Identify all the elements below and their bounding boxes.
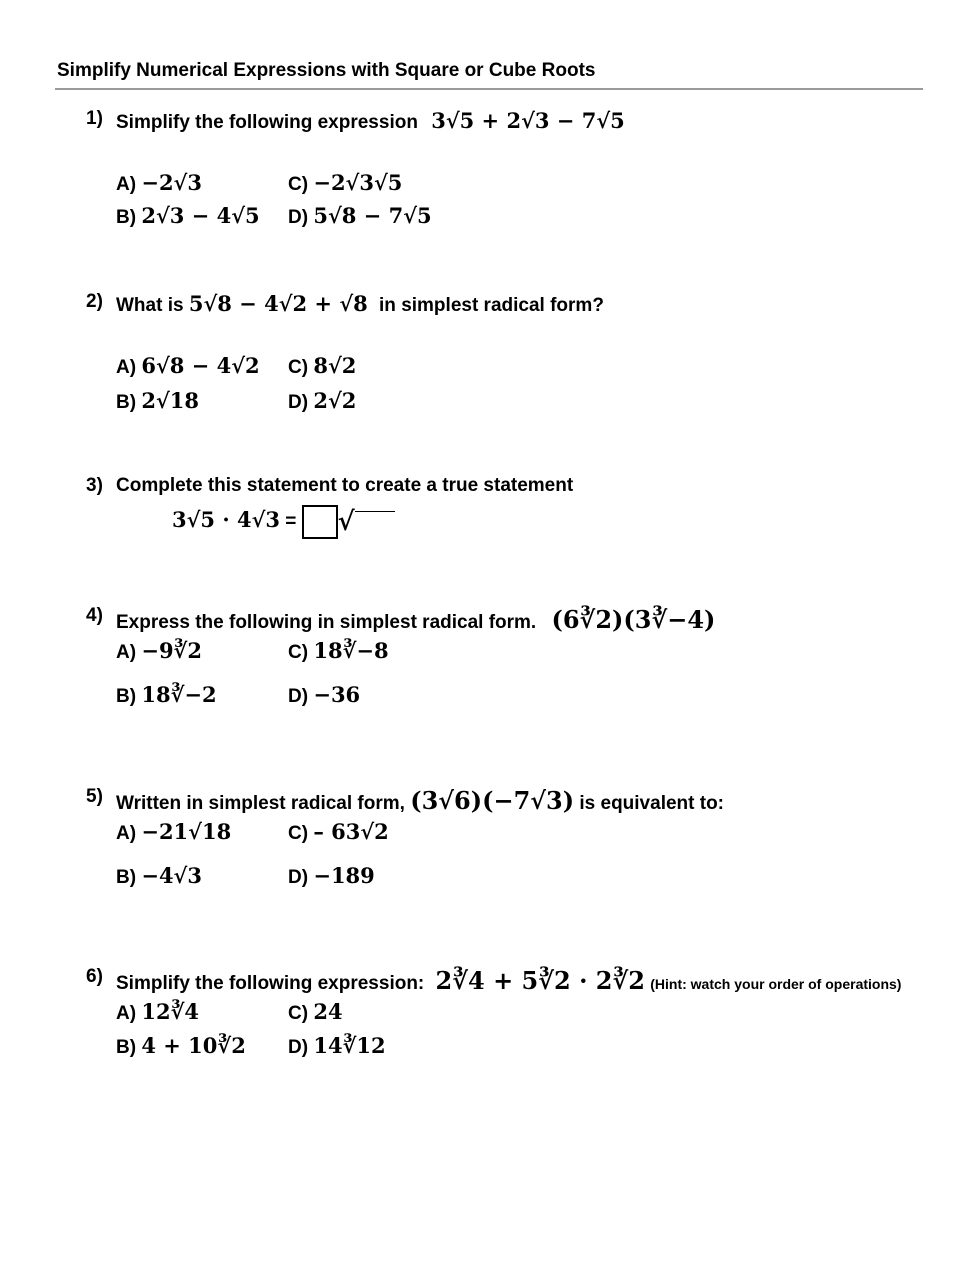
option-c[interactable]: C) 18∛−8 bbox=[288, 638, 389, 663]
coefficient-blank-box[interactable] bbox=[302, 505, 338, 539]
question-text: Written in simplest radical form, (3√6)(−7√3) is equivalent to: bbox=[116, 786, 725, 815]
option-b[interactable]: B) 18∛−2 bbox=[116, 682, 217, 707]
option-c[interactable]: C) −2√3√5 bbox=[288, 170, 403, 195]
title-divider bbox=[55, 88, 923, 90]
option-a[interactable]: A) 12∛4 bbox=[116, 999, 199, 1024]
fill-in-statement bbox=[172, 505, 395, 539]
option-value: – 63√2 bbox=[313, 819, 389, 844]
question-expression: 2∛4 + 5∛2 · 2∛2 bbox=[435, 966, 645, 995]
option-d[interactable]: D) 5√8 − 7√5 bbox=[288, 203, 432, 228]
option-value: 18∛−8 bbox=[313, 638, 389, 663]
option-value: 4 + 10∛2 bbox=[141, 1033, 246, 1058]
empty-radical-blank[interactable]: √ bbox=[338, 507, 395, 537]
question-number: 3) bbox=[86, 475, 103, 496]
option-value: 12∛4 bbox=[141, 999, 199, 1024]
question-expression: 5√8 − 4√2 + √8 bbox=[188, 291, 368, 316]
option-d[interactable]: D) 2√2 bbox=[288, 388, 357, 413]
option-d[interactable]: D) −189 bbox=[288, 863, 375, 888]
question-number: 2) bbox=[86, 291, 103, 312]
option-value: 5√8 − 7√5 bbox=[313, 203, 432, 228]
hint-text: (Hint: watch your order of operations) bbox=[650, 976, 902, 992]
option-value: −9∛2 bbox=[141, 638, 202, 663]
option-value: 24 bbox=[313, 999, 343, 1024]
option-a[interactable]: A) −21√18 bbox=[116, 819, 232, 844]
question-text: Simplify the following expression: 2∛4 + 5∛2 · 2∛2 (Hint: watch your order of operations) bbox=[116, 966, 902, 995]
option-d[interactable]: D) 14∛12 bbox=[288, 1033, 386, 1058]
option-value: −21√18 bbox=[141, 819, 232, 844]
question-expression: 3√5 + 2√3 − 7√5 bbox=[431, 108, 625, 133]
question-text: Simplify the following expression 3√5 + 2√3 − 7√5 bbox=[116, 108, 625, 133]
question-number: 6) bbox=[86, 966, 103, 987]
option-value: 18∛−2 bbox=[141, 682, 217, 707]
option-value: 2√3 − 4√5 bbox=[141, 203, 260, 228]
option-value: 2√2 bbox=[313, 388, 357, 413]
option-value: 14∛12 bbox=[313, 1033, 386, 1058]
page-title: Simplify Numerical Expressions with Square or Cube Roots bbox=[57, 60, 596, 81]
option-b[interactable]: B) 4 + 10∛2 bbox=[116, 1033, 246, 1058]
question-text: Complete this statement to create a true statement bbox=[116, 475, 574, 496]
option-value: −36 bbox=[313, 682, 361, 707]
option-value: 6√8 − 4√2 bbox=[141, 353, 260, 378]
question-text: Express the following in simplest radical form. (6∛2)(3∛−4) bbox=[116, 605, 716, 634]
option-c[interactable]: C) 24 bbox=[288, 999, 343, 1024]
option-value: −189 bbox=[313, 863, 375, 888]
question-expression: 3√5 · 4√3 bbox=[172, 507, 280, 533]
option-b[interactable]: B) 2√3 − 4√5 bbox=[116, 203, 260, 228]
question-expression: (6∛2)(3∛−4) bbox=[551, 605, 716, 634]
question-number: 5) bbox=[86, 786, 103, 807]
option-c[interactable]: C) – 63√2 bbox=[288, 819, 389, 844]
option-a[interactable]: A) −2√3 bbox=[116, 170, 202, 195]
question-number: 4) bbox=[86, 605, 103, 626]
option-d[interactable]: D) −36 bbox=[288, 682, 361, 707]
question-number: 1) bbox=[86, 108, 103, 129]
option-b[interactable]: B) −4√3 bbox=[116, 863, 202, 888]
question-text: What is 5√8 − 4√2 + √8 in simplest radical form? bbox=[116, 291, 604, 316]
option-b[interactable]: B) 2√18 bbox=[116, 388, 199, 413]
option-c[interactable]: C) 8√2 bbox=[288, 353, 357, 378]
option-value: −4√3 bbox=[141, 863, 202, 888]
option-value: 8√2 bbox=[313, 353, 357, 378]
option-a[interactable]: A) −9∛2 bbox=[116, 638, 202, 663]
option-value: −2√3√5 bbox=[313, 170, 403, 195]
option-a[interactable]: A) 6√8 − 4√2 bbox=[116, 353, 260, 378]
question-expression: (3√6)(−7√3) bbox=[410, 786, 575, 815]
equals-sign: = bbox=[285, 511, 297, 533]
option-value: −2√3 bbox=[141, 170, 202, 195]
option-value: 2√18 bbox=[141, 388, 199, 413]
